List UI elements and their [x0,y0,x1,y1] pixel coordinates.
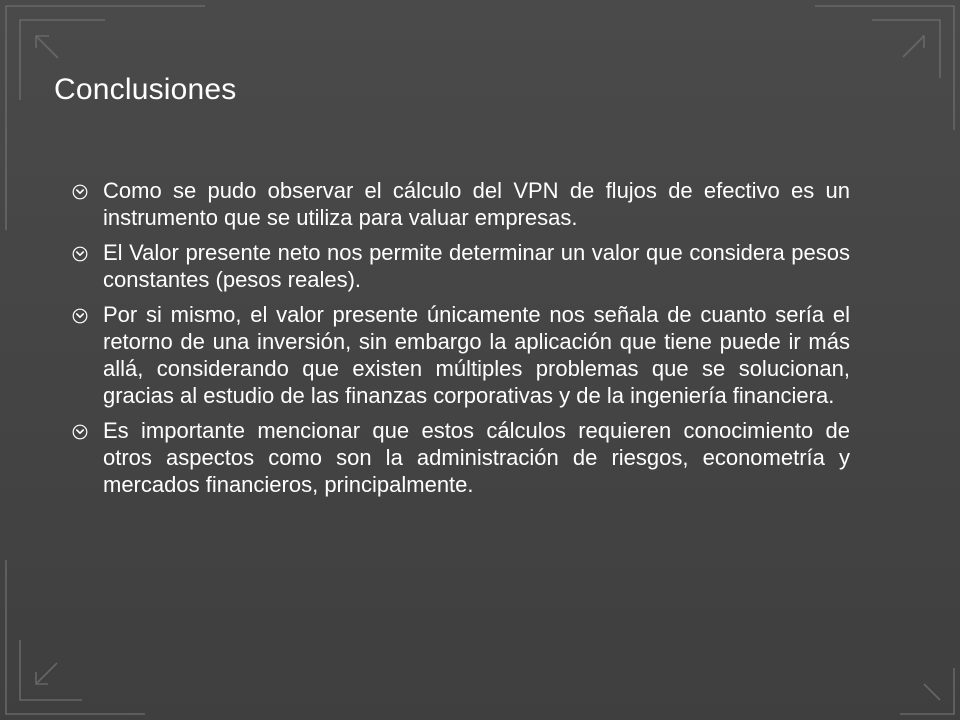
bullet-text: Como se pudo observar el cálculo del VPN de flujos de efectivo es un instrumento que se utiliza para valuar empresas. [103,178,850,230]
list-item [72,301,850,409]
bullet-text: Es importante mencionar que estos cálculos requieren conocimiento de otros aspectos como son la administración de riesgos, econometría y mercados financieros, principalmente. [103,418,850,497]
list-item [72,239,850,293]
slide-title: Conclusiones [54,73,237,106]
circle-chevron-icon [72,424,88,440]
circle-chevron-icon [72,184,88,200]
list-item [72,417,850,498]
bullet-text: El Valor presente neto nos permite determinar un valor que considera pesos constantes (pesos reales). [103,240,850,292]
bullet-list [72,177,850,498]
circle-chevron-icon [72,308,88,324]
list-item [72,177,850,231]
circle-chevron-icon [72,246,88,262]
bullet-text: Por si mismo, el valor presente únicamente nos señala de cuanto sería el retorno de una inversión, sin embargo la aplicación que tiene puede ir más allá, considerando que existen múltiples problemas que se solucionan, gracias al estudio de las finanzas corporativas y de la ingeniería financiera. [103,302,850,408]
